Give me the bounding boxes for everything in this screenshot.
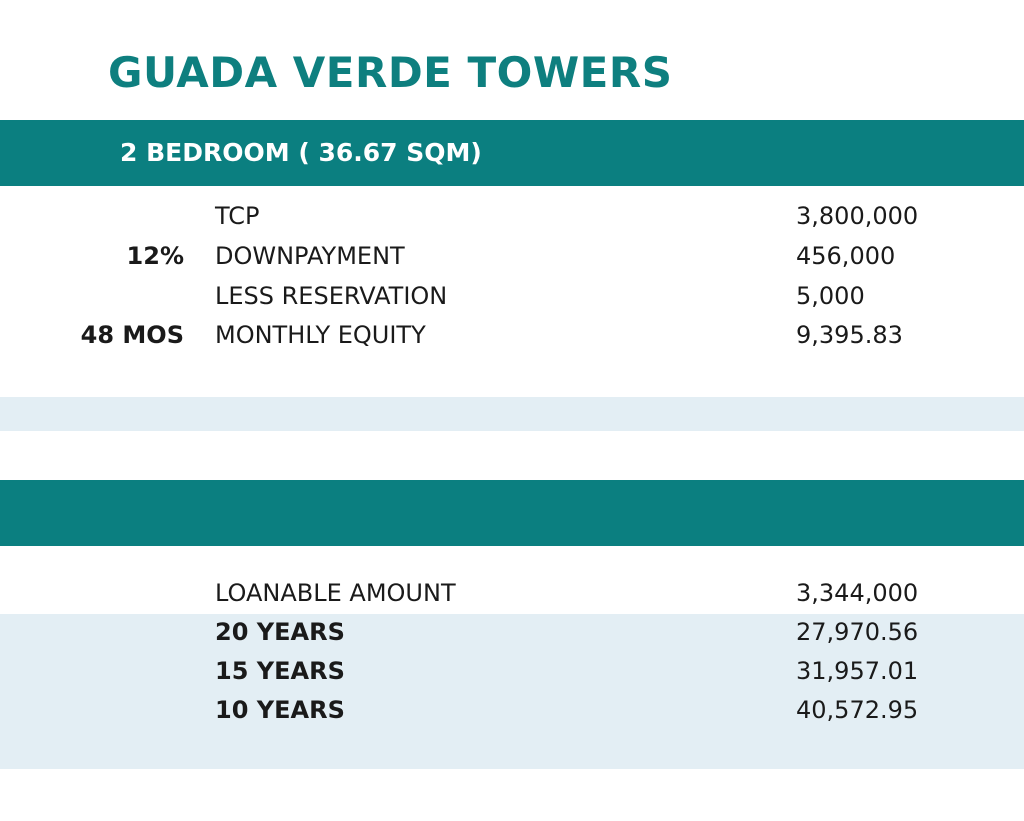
row-label: MONTHLY EQUITY	[215, 321, 426, 349]
row-label: LESS RESERVATION	[215, 282, 448, 310]
row-value: 456,000	[796, 242, 896, 270]
row-value: 3,800,000	[796, 202, 919, 230]
row-label: 15 YEARS	[215, 657, 345, 685]
payment-row-reservation	[0, 278, 1024, 314]
row-value: 40,572.95	[796, 696, 919, 724]
row-value: 27,970.56	[796, 618, 919, 646]
light-divider-band	[0, 397, 1024, 431]
row-label: 20 YEARS	[215, 618, 345, 646]
row-value: 3,344,000	[796, 579, 919, 607]
row-label: DOWNPAYMENT	[215, 242, 405, 270]
loan-row-10-years	[0, 692, 1024, 728]
row-prefix: 12%	[126, 242, 184, 270]
row-label: 10 YEARS	[215, 696, 345, 724]
payment-row-downpayment	[0, 238, 1024, 274]
loan-row-loanable	[0, 575, 1024, 611]
unit-type-heading: 2 BEDROOM ( 36.67 SQM)	[120, 138, 482, 167]
row-value: 9,395.83	[796, 321, 903, 349]
row-prefix: 48 MOS	[80, 321, 184, 349]
payment-row-monthly-equity	[0, 317, 1024, 353]
payment-row-tcp	[0, 198, 1024, 234]
row-label: TCP	[215, 202, 260, 230]
loan-row-15-years	[0, 653, 1024, 689]
page-title: GUADA VERDE TOWERS	[108, 48, 673, 97]
row-value: 31,957.01	[796, 657, 919, 685]
loan-header-band	[0, 480, 1024, 546]
row-label: LOANABLE AMOUNT	[215, 579, 456, 607]
row-value: 5,000	[796, 282, 865, 310]
loan-row-20-years	[0, 614, 1024, 650]
